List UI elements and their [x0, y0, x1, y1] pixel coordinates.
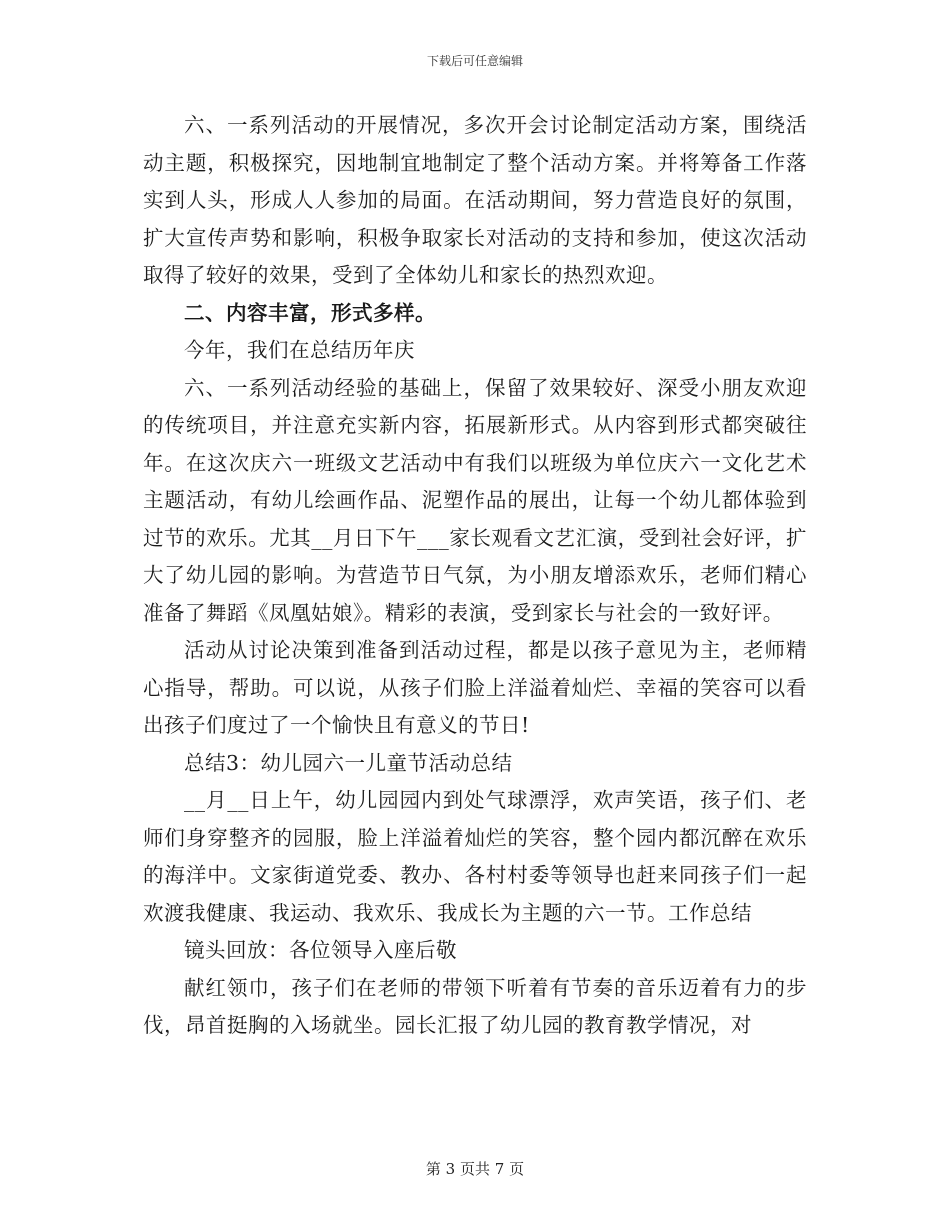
paragraph-activity-overview: 六、一系列活动的开展情况，多次开会讨论制定活动方案，围绕活动主题，积极探究，因地制宜地制定了整个活动方案。并将筹备工作落实到人头，形成人人参加的局面。在活动期间，努力营造良好的氛围，扩大宣传声势和影响，积极争取家长对活动的支持和参加，使这次活动取得了较好的效果，受到了全体幼儿和家长的热烈欢迎。: [143, 113, 807, 287]
paragraph-this-year: 今年，我们在总结历年庆: [184, 338, 415, 362]
paragraph-replay: 镜头回放：各位领导入座后敬: [184, 938, 457, 962]
page-header: 下载后可任意编辑: [426, 54, 523, 68]
paragraph-red-scarf: 献红领巾，孩子们在老师的带领下听着有节奏的音乐迈着有力的步伐，昂首挺胸的入场就坐。园长汇报了幼儿园的教育教学情况，对: [143, 975, 807, 1037]
paragraph-morning-scene: __月__日上午，幼儿园园内到处气球漂浮，欢声笑语，孩子们、老师们身穿整齐的园服，脸上洋溢着灿烂的笑容，整个园内都沉醉在欢乐的海洋中。文家街道党委、教办、各村村委等领导也赶来同孩子们一起欢渡我健康、我运动、我欢乐、我成长为主题的六一节。工作总结: [143, 788, 807, 925]
summary-3-title: 总结3：幼儿园六一儿童节活动总结: [184, 750, 513, 775]
section-heading-content-rich: 二、内容丰富，形式多样。: [184, 300, 436, 325]
paragraph-experience-basis: 六、一系列活动经验的基础上，保留了效果较好、深受小朋友欢迎的传统项目，并注意充实新内容，拓展新形式。从内容到形式都突破往年。在这次庆六一班级文艺活动中有我们以班级为单位庆六一文化艺术主题活动，有幼儿绘画作品、泥塑作品的展出，让每一个幼儿都体验到过节的欢乐。尤其__月日下午___家长观看文艺汇演，受到社会好评，扩大了幼儿园的影响。为营造节日气氛，为小朋友增添欢乐，老师们精心准备了舞蹈《凤凰姑娘》。精彩的表演，受到家长与社会的一致好评。: [143, 375, 807, 625]
document-body: [143, 107, 807, 1045]
paragraph-activity-process: 活动从讨论决策到准备到活动过程，都是以孩子意见为主，老师精心指导，帮助。可以说，从孩子们脸上洋溢着灿烂、幸福的笑容可以看出孩子们度过了一个愉快且有意义的节日!: [143, 638, 807, 737]
page-number: 第 3 页共 7 页: [425, 1160, 525, 1178]
